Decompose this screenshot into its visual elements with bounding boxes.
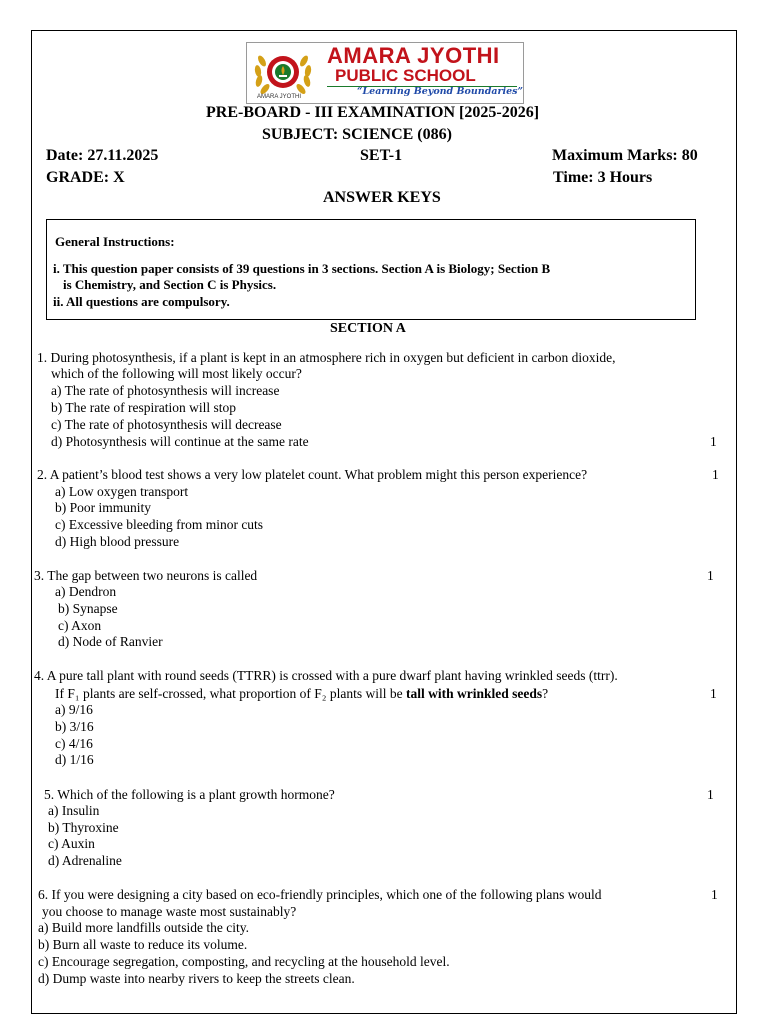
question-stem-text: ? [542, 686, 549, 701]
option: a) Insulin [48, 803, 100, 818]
question-stem: 4. A pure tall plant with round seeds (TTRR) is crossed with a pure dwarf plant having wrinkled seeds (ttrr). [34, 668, 618, 683]
instruction-line: i. This question paper consists of 39 questions in 3 sections. Section A is Biology; Section B [53, 261, 551, 276]
option: b) 3/16 [55, 719, 94, 734]
option: d) Photosynthesis will continue at the same rate [51, 434, 309, 449]
option: b) Poor immunity [55, 500, 152, 515]
exam-title: PRE-BOARD - III EXAMINATION [2025-2026] [206, 104, 540, 121]
option: d) Node of Ranvier [58, 634, 163, 649]
general-instructions-box [46, 219, 696, 320]
answer-keys-heading: ANSWER KEYS [323, 189, 441, 206]
option: d) Dump waste into nearby rivers to keep the streets clean. [38, 971, 355, 986]
exam-date: Date: 27.11.2025 [46, 147, 159, 164]
instruction-line: is Chemistry, and Section C is Physics. [63, 277, 277, 292]
question-stem: 3. The gap between two neurons is called [34, 568, 258, 583]
exam-subject: SUBJECT: SCIENCE (086) [262, 126, 452, 143]
question-stem: you choose to manage waste most sustainably? [42, 904, 297, 919]
question-marks: 1 [710, 434, 717, 449]
question-stem-line2 [55, 686, 548, 702]
option: b) Burn all waste to reduce its volume. [38, 937, 248, 952]
option: c) The rate of photosynthesis will decrease [51, 417, 282, 432]
question-marks: 1 [711, 887, 718, 902]
option: d) High blood pressure [55, 534, 180, 549]
question-marks: 1 [707, 787, 714, 802]
school-name-line1: AMARA JYOTHI [327, 43, 500, 68]
school-motto: “Learning Beyond Boundaries” [357, 86, 523, 97]
question-stem-emphasis: tall with wrinkled seeds [405, 686, 543, 701]
question-marks: 1 [710, 686, 717, 701]
school-emblem-icon [252, 47, 314, 101]
option: b) Synapse [58, 601, 118, 616]
school-logo [246, 42, 524, 104]
option: b) Thyroxine [48, 820, 119, 835]
instruction-line: ii. All questions are compulsory. [53, 294, 230, 309]
question-stem-text: If F₁ plants are self-crossed, what proportion of F₂ plants will be [55, 686, 406, 701]
option: b) The rate of respiration will stop [51, 400, 236, 415]
question-stem: which of the following will most likely occur? [51, 366, 302, 381]
exam-max-marks: Maximum Marks: 80 [552, 147, 698, 164]
question-marks: 1 [707, 568, 714, 583]
option: a) Low oxygen transport [55, 484, 189, 499]
question-stem: 1. During photosynthesis, if a plant is kept in an atmosphere rich in oxygen but deficient in carbon dioxide, [37, 350, 616, 365]
option: a) 9/16 [55, 702, 93, 717]
question-marks: 1 [712, 467, 719, 482]
option: c) 4/16 [55, 736, 93, 751]
exam-grade: GRADE: X [46, 169, 125, 186]
question-stem: 5. Which of the following is a plant growth hormone? [44, 787, 335, 802]
section-title: SECTION A [330, 321, 406, 336]
exam-set: SET-1 [360, 147, 403, 164]
option: a) Build more landfills outside the city. [38, 920, 249, 935]
school-name-line2: PUBLIC SCHOOL [335, 66, 476, 85]
option: c) Axon [58, 618, 102, 633]
emblem-caption: AMARA JYOTHI [257, 94, 302, 100]
option: a) Dendron [55, 584, 117, 599]
exam-time: Time: 3 Hours [553, 169, 653, 186]
option: c) Auxin [48, 836, 95, 851]
instructions-heading: General Instructions: [55, 234, 175, 249]
option: d) Adrenaline [48, 853, 122, 868]
option: d) 1/16 [55, 752, 94, 767]
question-stem: 2. A patient’s blood test shows a very low platelet count. What problem might this person experience? [37, 467, 588, 482]
question-stem: 6. If you were designing a city based on eco-friendly principles, which one of the following plans would [38, 887, 602, 902]
option: a) The rate of photosynthesis will increase [51, 383, 280, 398]
option: c) Encourage segregation, composting, and recycling at the household level. [38, 954, 450, 969]
option: c) Excessive bleeding from minor cuts [55, 517, 264, 532]
